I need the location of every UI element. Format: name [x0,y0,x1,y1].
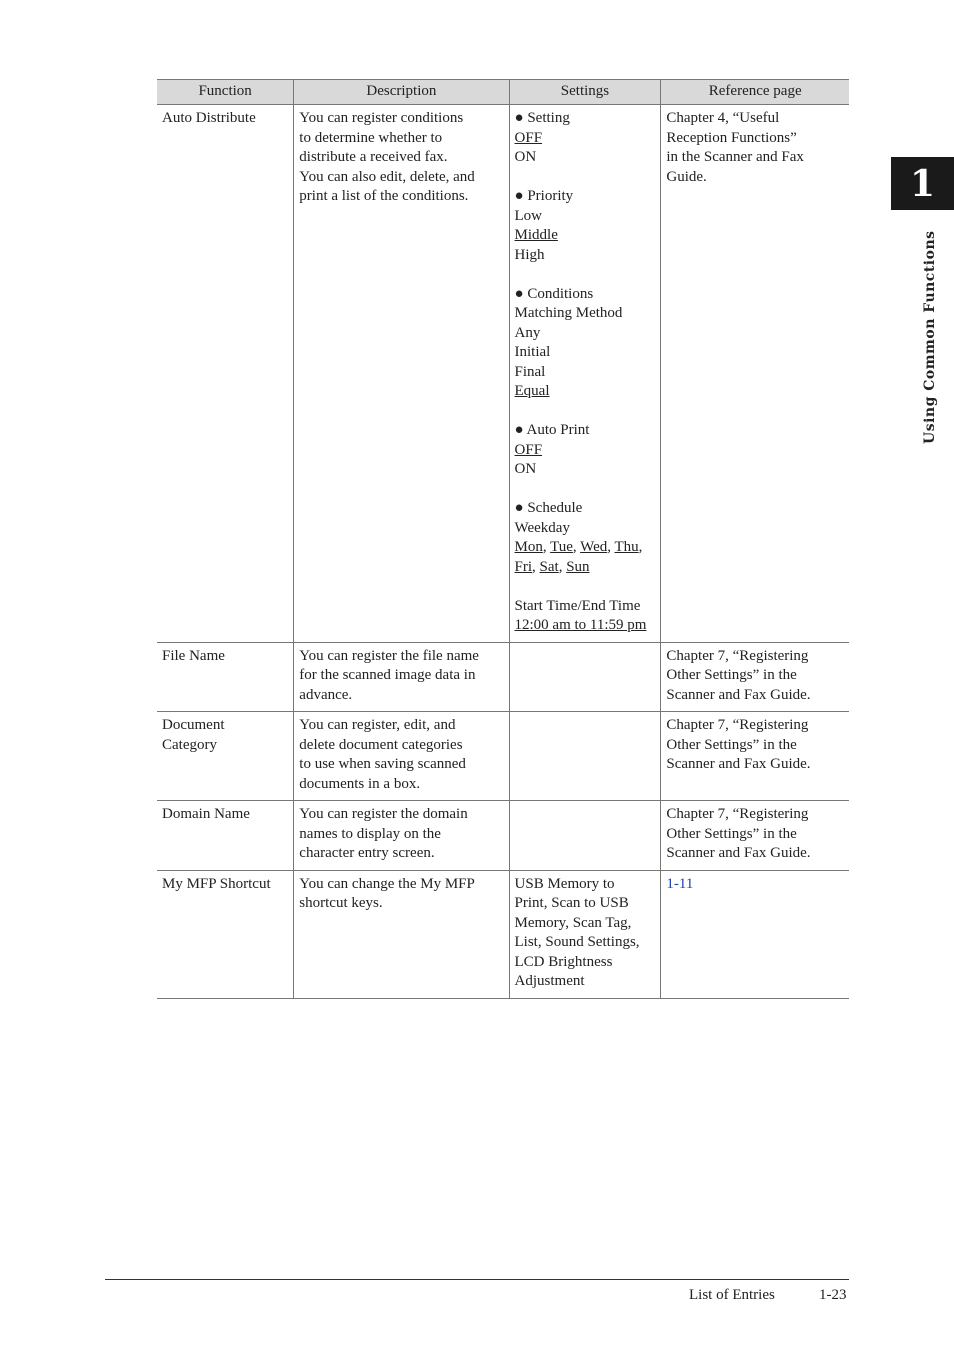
description-text: to determine whether to [299,129,443,146]
settings-cell [509,801,661,871]
settings-text: USB Memory to [514,875,615,892]
priority-option: Low [514,207,543,224]
day-sun: Sun [566,558,590,575]
header-function: Function [157,80,294,105]
reference-text: Other Settings” in the [666,667,797,683]
description-text: shortcut keys. [299,895,383,911]
header-description: Description [294,80,509,105]
chapter-title: Using Common Functions [922,230,938,444]
option-equal-default: Equal [514,383,550,399]
match-option-default [515,382,657,402]
description-text: distribute a received fax. [299,149,448,165]
function-cell [157,712,294,801]
reference-cell [661,105,849,643]
function-text: My MFP Shortcut [162,875,271,892]
description-cell [294,870,509,998]
time-range-default [515,616,657,636]
reference-cell [661,870,849,998]
table-row [157,870,849,998]
description-text: delete document categories [299,736,463,753]
day-sat: Sat [539,558,559,575]
header-settings: Settings [509,80,661,105]
description-text: You can register conditions [299,110,464,126]
weekday-options: Mon, Tue, Wed, Thu, [514,539,643,555]
day-wed: Wed [580,539,608,555]
function-text: Domain Name [162,806,250,822]
description-text: You can change the My MFP [299,875,475,892]
setting-heading: ● Setting [514,110,570,126]
settings-cell [509,642,661,712]
chapter-number-tab [891,157,954,210]
chapter-number: 1 [909,162,936,205]
weekday-label: Weekday [514,519,570,536]
table-row [157,105,849,643]
description-text: You can register the domain [299,806,468,822]
reference-text: in the Scanner and Fax [666,149,804,165]
settings-cell [509,870,661,998]
function-cell [157,642,294,712]
match-option: Final [514,363,546,380]
time-range-value: 12:00 am to 11:59 pm [514,617,647,633]
priority-option-default [515,226,657,246]
priority-option: High [514,246,545,263]
auto-print-heading: ● Auto Print [514,422,590,438]
description-text: to use when saving scanned [299,756,466,772]
schedule-heading: ● Schedule [514,500,583,516]
description-cell [294,801,509,871]
description-text: documents in a box. [299,775,421,792]
description-cell [294,712,509,801]
option-off-default: OFF [514,441,543,458]
reference-text: Chapter 7, “Registering [666,647,809,664]
spacer [515,577,657,597]
reference-text: Other Settings” in the [666,736,797,753]
day-mon: Mon [514,539,543,555]
reference-page-link[interactable]: 1-11 [666,875,694,892]
setting-option-default [515,129,657,149]
spacer [515,480,657,500]
description-cell [294,642,509,712]
match-option: Initial [514,344,551,360]
settings-cell [509,712,661,801]
match-option: Any [514,324,541,341]
description-text: You can also edit, delete, and [299,168,475,185]
reference-text: Guide. [666,168,707,185]
reference-cell [661,801,849,871]
function-text: Document [162,717,225,733]
option-off-default: OFF [514,129,543,146]
function-text: File Name [162,647,225,664]
table-row [157,642,849,712]
footer-page-number: 1-23 [819,1287,847,1303]
reference-text: Scanner and Fax Guide. [666,756,811,772]
spacer [515,265,657,285]
reference-cell [661,642,849,712]
reference-text: Chapter 7, “Registering [666,806,809,822]
day-fri: Fri [514,558,533,575]
header-reference-page: Reference page [661,80,849,105]
spacer [515,168,657,188]
settings-text: List, Sound Settings, [514,934,640,950]
description-text: print a list of the conditions. [299,188,469,204]
description-text: You can register, edit, and [299,717,456,733]
reference-text: Reception Functions” [666,129,797,146]
day-thu: Thu [614,539,639,555]
settings-cell [509,105,661,643]
weekday-options: Fri, Sat, Sun [514,558,590,575]
settings-text: Adjustment [514,973,585,989]
footer-divider [105,1279,849,1280]
description-text: advance. [299,686,353,703]
settings-text: Memory, Scan Tag, [514,914,632,931]
auto-print-option-default [515,441,657,461]
reference-cell [661,712,849,801]
auto-print-option: ON [514,461,537,477]
entries-table [157,79,849,999]
conditions-heading: ● Conditions [514,285,594,302]
reference-text: Scanner and Fax Guide. [666,686,811,703]
reference-text: Chapter 4, “Useful [666,110,780,126]
option-middle-default: Middle [514,227,558,243]
footer-section-title: List of Entries [689,1287,775,1303]
description-text: for the scanned image data in [299,667,476,683]
reference-text: Scanner and Fax Guide. [666,845,811,861]
description-text: character entry screen. [299,845,435,861]
description-cell [294,105,509,643]
setting-option: ON [514,149,537,165]
description-text: names to display on the [299,825,441,842]
day-tue: Tue [550,539,573,555]
reference-text: Other Settings” in the [666,825,797,842]
description-text: You can register the file name [299,647,479,664]
spacer [515,402,657,422]
priority-heading: ● Priority [514,188,574,204]
reference-text: Chapter 7, “Registering [666,717,809,733]
function-text: Category [162,736,217,753]
table-header-row [157,80,849,105]
settings-text: LCD Brightness [514,953,613,970]
function-cell [157,801,294,871]
settings-text: Print, Scan to USB [514,895,629,911]
function-cell [157,105,294,643]
table-row [157,801,849,871]
table-row [157,712,849,801]
start-end-time-label: Start Time/End Time [514,597,641,614]
function-cell [157,870,294,998]
matching-method-label: Matching Method [514,305,623,321]
function-text: Auto Distribute [162,110,256,126]
